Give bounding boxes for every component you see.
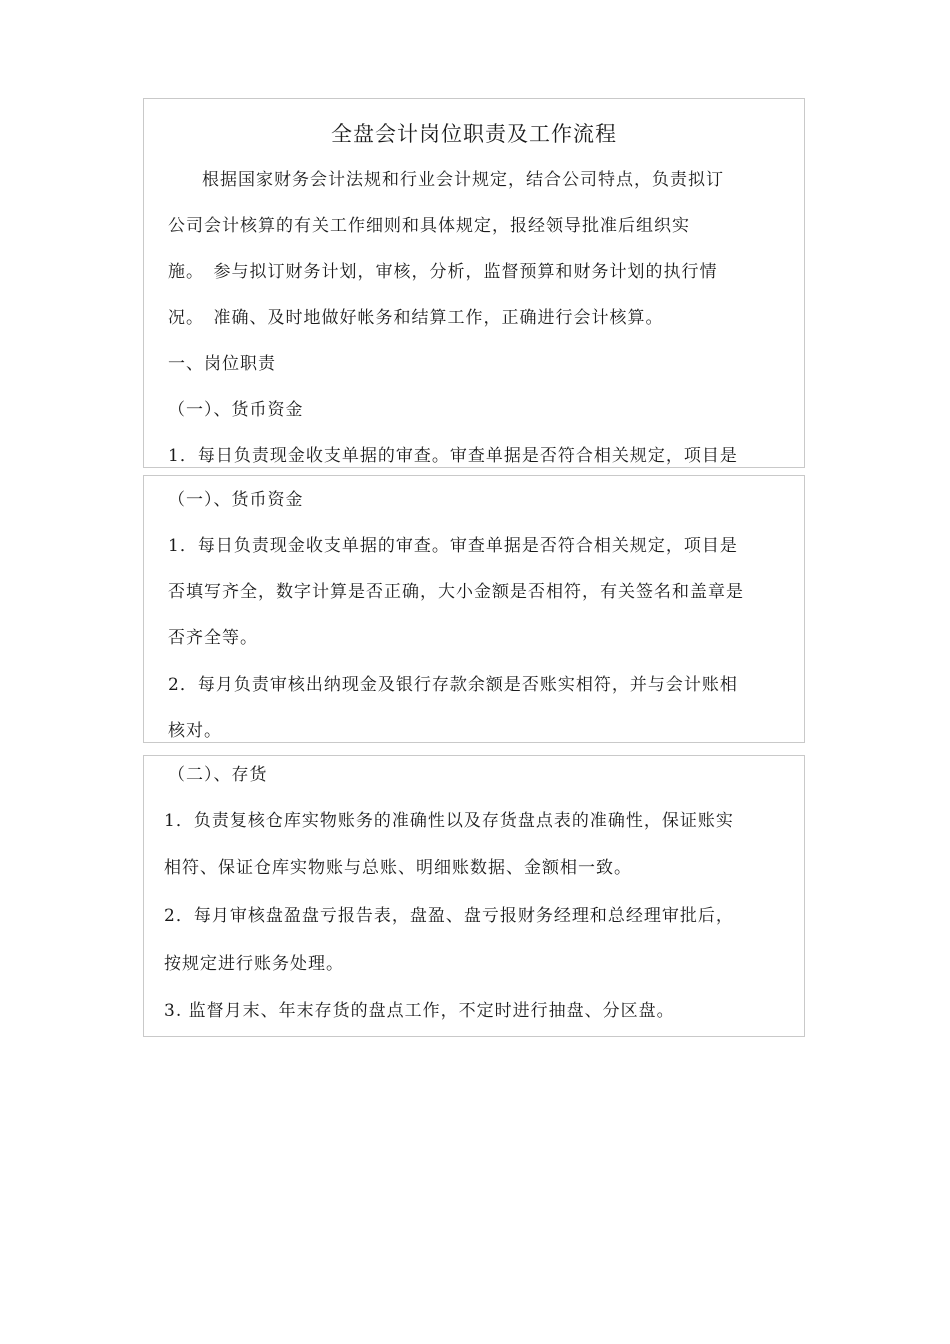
inventory-item-1-line-1: 1．负责复核仓库实物账务的准确性以及存货盘点表的准确性，保证账实 bbox=[164, 811, 734, 831]
inventory-item-2-line-1: 2．每月审核盘盈盘亏报告表，盘盈、盘亏报财务经理和总经理审批后， bbox=[164, 906, 734, 926]
monetary-item-1-line-1: 1．每日负责现金收支单据的审查。审查单据是否符合相关规定，项目是 bbox=[168, 536, 738, 556]
intro-line-1: 根据国家财务会计法规和行业会计规定，结合公司特点，负责拟订 bbox=[202, 170, 724, 190]
inventory-item-3-line-1: 3. 监督月末、年末存货的盘点工作，不定时进行抽盘、分区盘。 bbox=[164, 1001, 675, 1021]
monetary-item-2-line-2: 核对。 bbox=[168, 721, 222, 741]
intro-line-4: 况。 准确、及时地做好帐务和结算工作，正确进行会计核算。 bbox=[168, 308, 664, 328]
intro-line-3: 施。 参与拟订财务计划，审核，分析，监督预算和财务计划的执行情 bbox=[168, 262, 718, 282]
intro-line-2: 公司会计核算的有关工作细则和具体规定，报经领导批准后组织实 bbox=[168, 216, 690, 236]
document-page-2 bbox=[143, 475, 805, 743]
document-title: 全盘会计岗位职责及工作流程 bbox=[331, 122, 617, 146]
subsection-heading-monetary-funds: （一）、货币资金 bbox=[168, 490, 304, 510]
subsection-heading-inventory: （二）、存货 bbox=[168, 765, 268, 785]
inventory-item-2-line-2: 按规定进行账务处理。 bbox=[164, 954, 344, 974]
monetary-item-1-line-3: 否齐全等。 bbox=[168, 628, 258, 648]
monetary-item-1-line-2: 否填写齐全，数字计算是否正确，大小金额是否相符，有关签名和盖章是 bbox=[168, 582, 744, 602]
monetary-item-1-partial: 1．每日负责现金收支单据的审查。审查单据是否符合相关规定，项目是 bbox=[168, 446, 738, 466]
inventory-item-1-line-2: 相符、保证仓库实物账与总账、明细账数据、金额相一致。 bbox=[164, 858, 632, 878]
section-heading-duties: 一、岗位职责 bbox=[168, 354, 276, 374]
subsection-heading-monetary-funds: （一）、货币资金 bbox=[168, 400, 304, 420]
monetary-item-2-line-1: 2．每月负责审核出纳现金及银行存款余额是否账实相符，并与会计账相 bbox=[168, 675, 738, 695]
document-page-1 bbox=[143, 98, 805, 468]
document-page-3 bbox=[143, 755, 805, 1037]
